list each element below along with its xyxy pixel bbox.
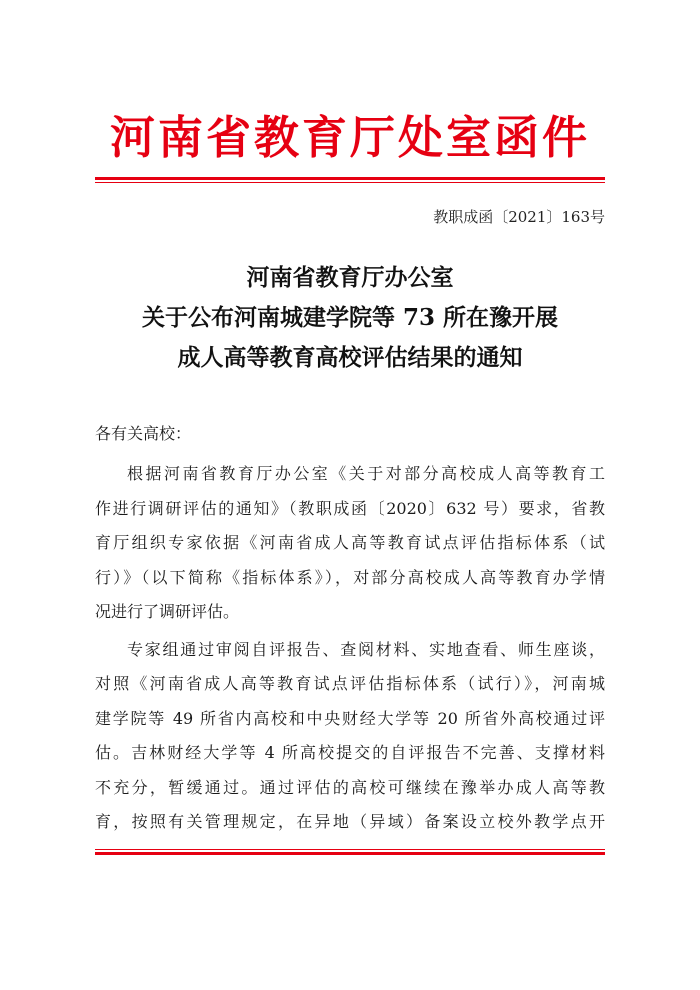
masthead-title: 河南省教育厅处室函件 bbox=[109, 111, 590, 164]
title-line-2: 关于公布河南城建学院等 73 所在豫开展 bbox=[141, 304, 559, 331]
paragraph-2-line-6: 育，按照有关管理规定，在异地（异域）备案设立校外教学点开 bbox=[95, 812, 605, 831]
footer-rule-thick bbox=[95, 852, 605, 855]
paragraph-1-line-3: 育厅组织专家依据《河南省成人高等教育试点评估指标体系（试 bbox=[95, 533, 605, 552]
masthead-rule-thin bbox=[95, 182, 605, 183]
footer-rule-thin bbox=[95, 849, 605, 850]
document-title bbox=[95, 258, 605, 378]
masthead-rule-thick bbox=[95, 177, 605, 180]
document-number: 教职成函〔2021〕163号 bbox=[433, 208, 605, 226]
paragraph-1-line-2: 作进行调研评估的通知》（教职成函〔2020〕632 号）要求，省教 bbox=[95, 498, 605, 518]
paragraph-1-line-1: 根据河南省教育厅办公室《关于对部分高校成人高等教育工 bbox=[127, 464, 605, 483]
paragraph-2-line-5: 不充分，暂缓通过。通过评估的高校可继续在豫举办成人高等教 bbox=[95, 777, 605, 797]
title-line-3: 成人高等教育高校评估结果的通知 bbox=[177, 344, 523, 371]
paragraph-2-line-1: 专家组通过审阅自评报告、查阅材料、实地查看、师生座谈， bbox=[127, 639, 605, 659]
paragraph-2-line-3: 建学院等 49 所省内高校和中央财经大学等 20 所省外高校通过评 bbox=[95, 708, 605, 728]
paragraph-1-line-5: 况进行了调研评估。 bbox=[95, 602, 240, 621]
salutation: 各有关高校： bbox=[95, 424, 192, 443]
body-text bbox=[95, 457, 605, 840]
paragraph-1-line-4: 行）》（以下简称《指标体系》），对部分高校成人高等教育办学情 bbox=[95, 567, 605, 587]
paragraph-2-line-2: 对照《河南省成人高等教育试点评估指标体系（试行）》，河南城 bbox=[95, 674, 605, 693]
title-line-1: 河南省教育厅办公室 bbox=[246, 264, 454, 291]
paragraph-2-line-4: 估。吉林财经大学等 4 所高校提交的自评报告不完善、支撑材料 bbox=[95, 743, 605, 762]
